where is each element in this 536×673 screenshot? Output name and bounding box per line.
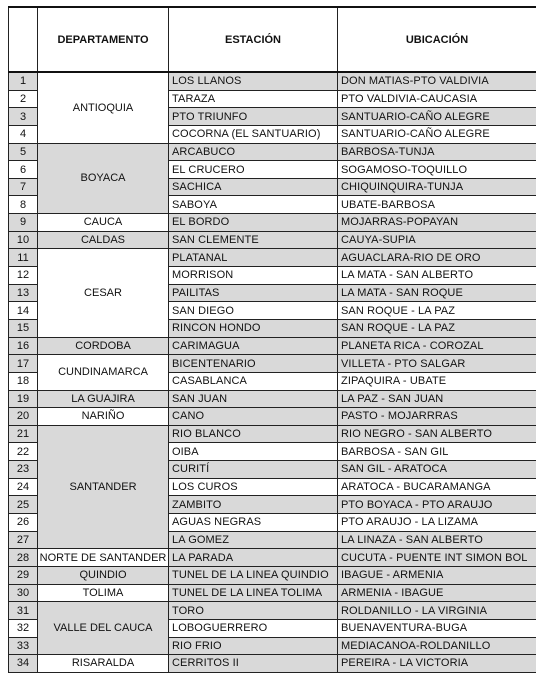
row-number: 15 [9, 319, 38, 337]
row-number: 20 [9, 408, 38, 426]
row-number: 14 [9, 302, 38, 320]
estacion-cell: SAN JUAN [169, 390, 338, 408]
row-number: 32 [9, 619, 38, 637]
stations-table-container [8, 6, 536, 673]
estacion-cell: OIBA [169, 443, 338, 461]
ubicacion-cell: PTO BOYACA - PTO ARAUJO [338, 496, 536, 514]
row-number: 8 [9, 196, 38, 214]
ubicacion-cell: LA LINAZA - SAN ALBERTO [338, 531, 536, 549]
ubicacion-cell: MOJARRAS-POPAYAN [338, 214, 536, 232]
table-row [9, 602, 536, 620]
estacion-cell: CERRITOS II [169, 655, 338, 673]
table-row [9, 337, 536, 355]
estacion-cell: TORO [169, 602, 338, 620]
ubicacion-cell: UBATE-BARBOSA [338, 196, 536, 214]
row-number: 31 [9, 602, 38, 620]
row-number: 2 [9, 90, 38, 108]
row-number: 28 [9, 549, 38, 567]
table-body [9, 72, 536, 672]
stations-table [8, 6, 536, 673]
ubicacion-cell: PASTO - MOJARRRAS [338, 408, 536, 426]
estacion-cell: PTO TRIUNFO [169, 108, 338, 126]
estacion-cell: LOS CUROS [169, 478, 338, 496]
header-estacion: ESTACIÓN [169, 7, 338, 72]
row-number: 1 [9, 72, 38, 90]
estacion-cell: MORRISON [169, 267, 338, 285]
ubicacion-cell: SANTUARIO-CAÑO ALEGRE [338, 108, 536, 126]
ubicacion-cell: ZIPAQUIRA - UBATE [338, 372, 536, 390]
ubicacion-cell: LA MATA - SAN ALBERTO [338, 267, 536, 285]
row-number: 11 [9, 249, 38, 267]
row-number: 26 [9, 514, 38, 532]
ubicacion-cell: BARBOSA - SAN GIL [338, 443, 536, 461]
estacion-cell: RINCON HONDO [169, 319, 338, 337]
departamento-cell: LA GUAJIRA [38, 390, 169, 408]
ubicacion-cell: SAN GIL - ARATOCA [338, 461, 536, 479]
ubicacion-cell: BARBOSA-TUNJA [338, 143, 536, 161]
ubicacion-cell: RIO NEGRO - SAN ALBERTO [338, 425, 536, 443]
table-row [9, 231, 536, 249]
estacion-cell: TUNEL DE LA LINEA QUINDIO [169, 566, 338, 584]
ubicacion-cell: SAN ROQUE - LA PAZ [338, 319, 536, 337]
row-number: 3 [9, 108, 38, 126]
table-row [9, 355, 536, 373]
table-row [9, 143, 536, 161]
ubicacion-cell: PTO ARAUJO - LA LIZAMA [338, 514, 536, 532]
row-number: 6 [9, 161, 38, 179]
ubicacion-cell: CHIQUINQUIRA-TUNJA [338, 178, 536, 196]
row-number: 22 [9, 443, 38, 461]
ubicacion-cell: DON MATIAS-PTO VALDIVIA [338, 72, 536, 90]
ubicacion-cell: SOGAMOSO-TOQUILLO [338, 161, 536, 179]
departamento-cell: QUINDIO [38, 566, 169, 584]
row-number: 29 [9, 566, 38, 584]
row-number: 17 [9, 355, 38, 373]
row-number: 5 [9, 143, 38, 161]
estacion-cell: EL BORDO [169, 214, 338, 232]
estacion-cell: RIO BLANCO [169, 425, 338, 443]
departamento-cell: RISARALDA [38, 655, 169, 673]
row-number: 19 [9, 390, 38, 408]
row-number: 27 [9, 531, 38, 549]
estacion-cell: PLATANAL [169, 249, 338, 267]
table-row [9, 425, 536, 443]
departamento-cell: CALDAS [38, 231, 169, 249]
row-number: 21 [9, 425, 38, 443]
row-number: 23 [9, 461, 38, 479]
table-row [9, 549, 536, 567]
table-row [9, 408, 536, 426]
estacion-cell: SAN CLEMENTE [169, 231, 338, 249]
row-number: 13 [9, 284, 38, 302]
estacion-cell: CASABLANCA [169, 372, 338, 390]
estacion-cell: LA GOMEZ [169, 531, 338, 549]
table-row [9, 72, 536, 90]
table-row [9, 566, 536, 584]
departamento-cell: TOLIMA [38, 584, 169, 602]
ubicacion-cell: AGUACLARA-RIO DE ORO [338, 249, 536, 267]
ubicacion-cell: PTO VALDIVIA-CAUCASIA [338, 90, 536, 108]
estacion-cell: ARCABUCO [169, 143, 338, 161]
row-number: 9 [9, 214, 38, 232]
departamento-cell: VALLE DEL CAUCA [38, 602, 169, 655]
estacion-cell: RIO FRIO [169, 637, 338, 655]
estacion-cell: ZAMBITO [169, 496, 338, 514]
row-number: 12 [9, 267, 38, 285]
table-row [9, 584, 536, 602]
ubicacion-cell: SANTUARIO-CAÑO ALEGRE [338, 125, 536, 143]
header-ubicacion: UBICACIÓN [338, 7, 536, 72]
estacion-cell: LA PARADA [169, 549, 338, 567]
ubicacion-cell: MEDIACANOA-ROLDANILLO [338, 637, 536, 655]
header-row [9, 7, 536, 72]
ubicacion-cell: CAUYA-SUPIA [338, 231, 536, 249]
ubicacion-cell: PLANETA RICA - COROZAL [338, 337, 536, 355]
row-number: 16 [9, 337, 38, 355]
ubicacion-cell: ROLDANILLO - LA VIRGINIA [338, 602, 536, 620]
estacion-cell: COCORNA (EL SANTUARIO) [169, 125, 338, 143]
ubicacion-cell: ARATOCA - BUCARAMANGA [338, 478, 536, 496]
table-row [9, 249, 536, 267]
table-row [9, 214, 536, 232]
estacion-cell: AGUAS NEGRAS [169, 514, 338, 532]
departamento-cell: CORDOBA [38, 337, 169, 355]
departamento-cell: BOYACA [38, 143, 169, 214]
departamento-cell: ANTIOQUIA [38, 72, 169, 143]
row-number: 34 [9, 655, 38, 673]
header-departamento: DEPARTAMENTO [38, 7, 169, 72]
ubicacion-cell: SAN ROQUE - LA PAZ [338, 302, 536, 320]
table-header [9, 7, 536, 72]
row-number: 33 [9, 637, 38, 655]
ubicacion-cell: CUCUTA - PUENTE INT SIMON BOL [338, 549, 536, 567]
estacion-cell: LOBOGUERRERO [169, 619, 338, 637]
ubicacion-cell: VILLETA - PTO SALGAR [338, 355, 536, 373]
departamento-cell: NORTE DE SANTANDER [38, 549, 169, 567]
row-number: 25 [9, 496, 38, 514]
estacion-cell: SABOYA [169, 196, 338, 214]
estacion-cell: SAN DIEGO [169, 302, 338, 320]
departamento-cell: NARIÑO [38, 408, 169, 426]
ubicacion-cell: LA PAZ - SAN JUAN [338, 390, 536, 408]
departamento-cell: SANTANDER [38, 425, 169, 548]
estacion-cell: CURITÍ [169, 461, 338, 479]
departamento-cell: CESAR [38, 249, 169, 337]
row-number: 18 [9, 372, 38, 390]
ubicacion-cell: LA MATA - SAN ROQUE [338, 284, 536, 302]
departamento-cell: CAUCA [38, 214, 169, 232]
estacion-cell: EL CRUCERO [169, 161, 338, 179]
ubicacion-cell: PEREIRA - LA VICTORIA [338, 655, 536, 673]
table-row [9, 655, 536, 673]
estacion-cell: LOS LLANOS [169, 72, 338, 90]
estacion-cell: BICENTENARIO [169, 355, 338, 373]
row-number: 30 [9, 584, 38, 602]
table-row [9, 390, 536, 408]
estacion-cell: TARAZA [169, 90, 338, 108]
estacion-cell: TUNEL DE LA LINEA TOLIMA [169, 584, 338, 602]
ubicacion-cell: ARMENIA - IBAGUE [338, 584, 536, 602]
ubicacion-cell: IBAGUE - ARMENIA [338, 566, 536, 584]
row-number: 7 [9, 178, 38, 196]
row-number: 10 [9, 231, 38, 249]
ubicacion-cell: BUENAVENTURA-BUGA [338, 619, 536, 637]
header-num [9, 7, 38, 72]
estacion-cell: PAILITAS [169, 284, 338, 302]
row-number: 24 [9, 478, 38, 496]
estacion-cell: SACHICA [169, 178, 338, 196]
departamento-cell: CUNDINAMARCA [38, 355, 169, 390]
estacion-cell: CANO [169, 408, 338, 426]
estacion-cell: CARIMAGUA [169, 337, 338, 355]
row-number: 4 [9, 125, 38, 143]
